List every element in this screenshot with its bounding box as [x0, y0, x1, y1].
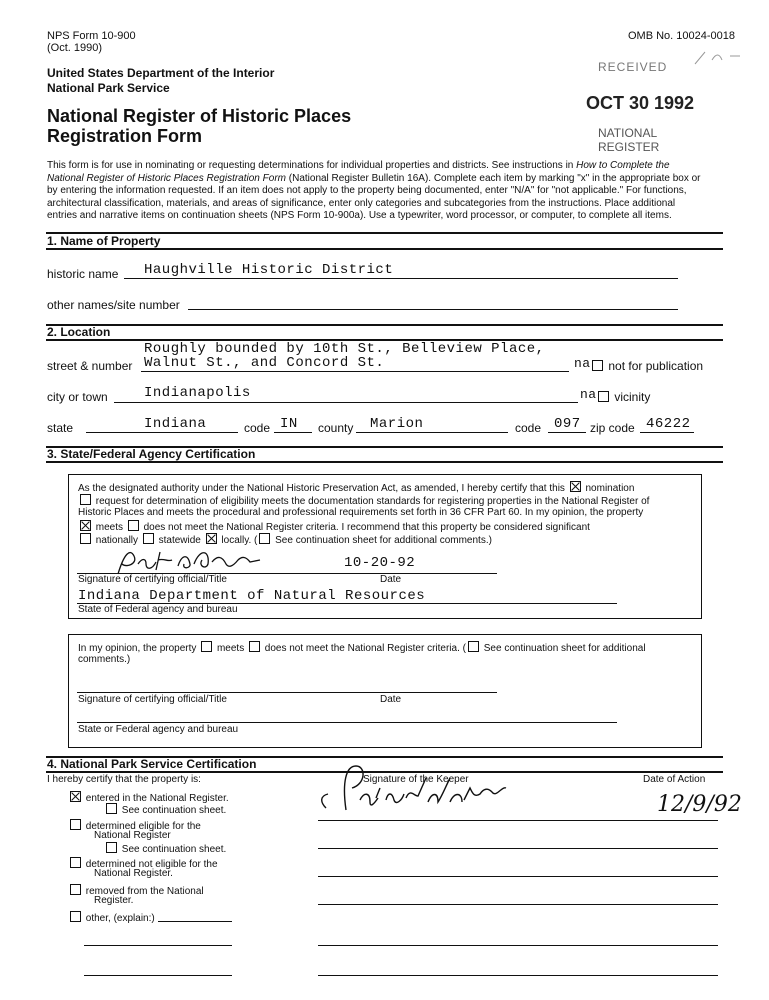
- county-code-value[interactable]: 097: [554, 416, 581, 432]
- opt-eligible-cont: See continuation sheet.: [104, 842, 226, 855]
- divider: [46, 461, 723, 463]
- locally-checkbox[interactable]: [206, 533, 217, 544]
- divider: [46, 248, 723, 250]
- statewide-checkbox[interactable]: [143, 533, 154, 544]
- street-value-line1[interactable]: Roughly bounded by 10th St., Belleview Place,: [144, 341, 545, 357]
- action-date-label: Date of Action: [643, 774, 706, 785]
- opinion-continuation-checkbox[interactable]: [468, 641, 479, 652]
- omb-number: OMB No. 10024-0018: [628, 30, 736, 42]
- nomination-checkbox[interactable]: [570, 481, 581, 492]
- field-line: [318, 820, 718, 821]
- stamp-scribble: [690, 42, 750, 72]
- field-line: [77, 692, 497, 693]
- historic-name-label: historic name: [47, 267, 119, 281]
- request-checkbox[interactable]: [80, 494, 91, 505]
- service: National Park Service: [47, 81, 170, 95]
- field-line: [141, 371, 569, 372]
- state-label: state: [47, 421, 74, 435]
- signature-2-label: Signature of certifying official/Title: [78, 694, 227, 705]
- opt-eligible: determined eligible for the: [68, 819, 201, 832]
- opt-not-eligible-2: National Register.: [94, 868, 173, 879]
- certify-label: I hereby certify that the property is:: [47, 774, 201, 785]
- field-line: [318, 945, 718, 946]
- vicinity-value[interactable]: na: [580, 387, 597, 402]
- county-value[interactable]: Marion: [370, 416, 424, 432]
- vicinity-checkbox[interactable]: [598, 391, 609, 402]
- zip-label: zip code: [590, 421, 635, 435]
- agency-value[interactable]: Indiana Department of Natural Resources: [78, 588, 426, 604]
- cert-line-1: As the designated authority under the National Historic Preservation Act, as amended, I hereby certify that this nomination: [78, 483, 635, 494]
- keeper-label: Signature of the Keeper: [363, 774, 469, 785]
- field-line: [158, 921, 232, 922]
- entered-continuation-checkbox[interactable]: [106, 803, 117, 814]
- nationally-checkbox[interactable]: [80, 533, 91, 544]
- received-stamp: RECEIVED: [598, 60, 668, 74]
- certification-date[interactable]: 10-20-92: [344, 555, 416, 571]
- not-for-publication-value[interactable]: na: [574, 356, 591, 371]
- signature-label: Signature of certifying official/Title: [78, 574, 227, 585]
- street-value-line2[interactable]: Walnut St., and Concord St.: [144, 355, 385, 371]
- not-for-publication-checkbox[interactable]: [592, 360, 603, 371]
- section-4-title: 4. National Park Service Certification: [47, 757, 257, 771]
- county-code-label: code: [515, 421, 542, 435]
- opt-eligible-2: National Register: [94, 830, 171, 841]
- field-line: [84, 975, 232, 976]
- street-label: street & number: [47, 359, 133, 373]
- national-stamp: NATIONAL: [598, 126, 658, 140]
- state-code-label: code: [244, 421, 271, 435]
- vicinity: [596, 390, 650, 404]
- form-number: NPS Form 10-900: [47, 30, 136, 42]
- field-line: [114, 402, 578, 403]
- department: United States Department of the Interior: [47, 66, 275, 80]
- keeper-signature: [316, 762, 526, 822]
- divider: [46, 324, 723, 326]
- vicinity-label: vicinity: [614, 390, 651, 404]
- opinion-does-not-meet-checkbox[interactable]: [249, 641, 260, 652]
- city-label: city or town: [47, 390, 108, 404]
- field-line: [318, 848, 718, 849]
- meets-checkbox[interactable]: [80, 520, 91, 531]
- field-line: [356, 432, 508, 433]
- field-line: [274, 432, 312, 433]
- entered-checkbox[interactable]: [70, 791, 81, 802]
- section-1-title: 1. Name of Property: [47, 234, 161, 248]
- field-line: [318, 904, 718, 905]
- field-line: [548, 432, 586, 433]
- field-line: [77, 722, 617, 723]
- other-names-label: other names/site number: [47, 298, 180, 312]
- does-not-meet-checkbox[interactable]: [128, 520, 139, 531]
- agency-2-label: State or Federal agency and bureau: [78, 724, 239, 735]
- not-eligible-checkbox[interactable]: [70, 857, 81, 868]
- opt-other: other, (explain:): [68, 911, 155, 924]
- continuation-checkbox[interactable]: [259, 533, 270, 544]
- cert-line-4: meets does not meet the National Register criteria. I recommend that this property be considered significant: [78, 520, 590, 533]
- field-line: [318, 876, 718, 877]
- removed-checkbox[interactable]: [70, 884, 81, 895]
- opt-entered-cont: See continuation sheet.: [104, 803, 226, 816]
- page-subtitle: Registration Form: [47, 126, 203, 146]
- page-title: National Register of Historic Places: [47, 106, 352, 126]
- opt-removed-2: Register.: [94, 895, 134, 906]
- field-line: [86, 432, 238, 433]
- eligible-checkbox[interactable]: [70, 819, 81, 830]
- form-date: (Oct. 1990): [47, 42, 103, 54]
- register-stamp: REGISTER: [598, 140, 660, 154]
- field-line: [318, 975, 718, 976]
- state-value[interactable]: Indiana: [144, 416, 207, 432]
- county-label: county: [318, 421, 354, 435]
- agency-label: State of Federal agency and bureau: [78, 604, 238, 615]
- date-2-label: Date: [380, 694, 402, 705]
- opinion-meets-checkbox[interactable]: [201, 641, 212, 652]
- opinion-line-1: In my opinion, the property meets does not meet the National Register criteria. ( See continuation sheet for additional: [78, 643, 646, 654]
- section-3-title: 3. State/Federal Agency Certification: [47, 447, 256, 461]
- opinion-line-2: comments.): [78, 654, 131, 665]
- opt-entered: entered in the National Register.: [68, 791, 229, 804]
- action-date-value[interactable]: 12/9/92: [657, 792, 742, 817]
- not-for-publication: [590, 359, 703, 373]
- opt-not-eligible: determined not eligible for the: [68, 857, 218, 870]
- cert-line-3: Historic Places and meets the procedural and professional requirements set forth in 36 CFR Part 60. In my opinion, the property: [78, 507, 644, 518]
- date-label: Date: [380, 574, 402, 585]
- field-line: [188, 309, 678, 310]
- field-line: [84, 945, 232, 946]
- cert-line-5: nationally statewide locally. ( See continuation sheet for additional comments.): [78, 533, 492, 546]
- city-value[interactable]: Indianapolis: [144, 385, 251, 401]
- zip-value[interactable]: 46222: [646, 416, 691, 432]
- state-code-value[interactable]: IN: [280, 416, 298, 432]
- field-line: [640, 432, 694, 433]
- section-2-title: 2. Location: [47, 325, 111, 339]
- field-line: [124, 278, 678, 279]
- received-date-stamp: OCT 30 1992: [586, 93, 695, 113]
- opt-removed: removed from the National: [68, 884, 204, 897]
- not-for-publication-label: not for publication: [608, 359, 704, 373]
- other-checkbox[interactable]: [70, 911, 81, 922]
- instructions: This form is for use in nominating or requesting determinations for individual properties and districts. See instructions in How to Complete the National Register of Historic Places Registration Form (National Register Bulletin 16A). Complete each item by marking "x" in the appropriate box or by entering the information requested. If an item does not apply to the property being documented, enter "N/A" for "not applicable." For functions, architectural classification, materials, and areas of significance, enter only categories and subcategories from the instructions. Place additional entries and narrative items on continuation sheets (NPS Form 10-900a). Use a typewriter, word processor, or computer, to complete all items.: [47, 160, 701, 222]
- eligible-continuation-checkbox[interactable]: [106, 842, 117, 853]
- cert-line-2: request for determination of eligibility meets the documentation standards for registering properties in the National Register of: [78, 494, 649, 507]
- historic-name-value[interactable]: Haughville Historic District: [144, 262, 394, 278]
